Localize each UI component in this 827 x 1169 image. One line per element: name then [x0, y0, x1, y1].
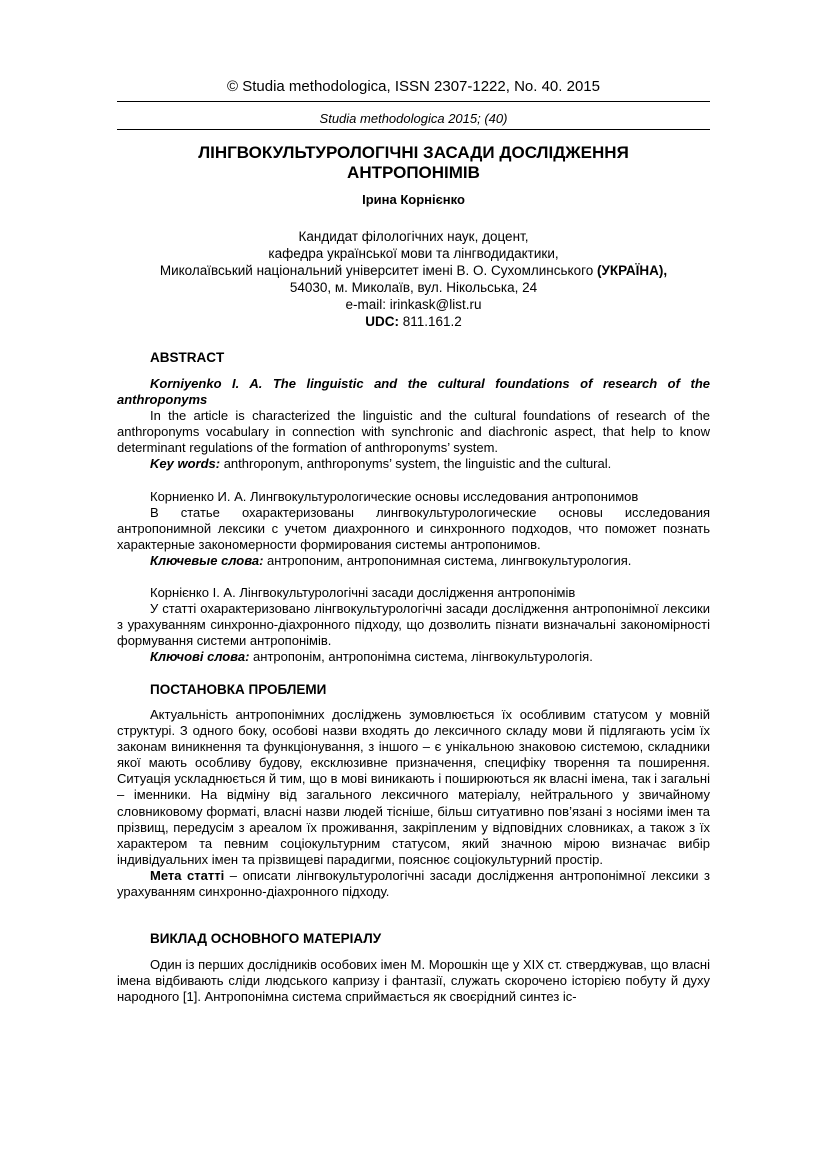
abstract-heading: ABSTRACT [150, 350, 225, 365]
udc-label: UDC: [365, 314, 399, 329]
email-line: e-mail: irinkask@list.ru [345, 297, 482, 312]
university-name: Миколаївський національний університет імені В. О. Сухомлинського [159, 263, 597, 278]
udc-line [0, 313, 827, 330]
author-name: Ірина Корнієнко [362, 192, 465, 207]
section-problem-body [117, 707, 710, 900]
journal-line: Studia methodologica 2015; (40) [319, 111, 508, 126]
affiliation [0, 228, 827, 330]
abstract-uk-title: Корнієнко І. А. Лінгвокультурологічні засади дослідження антропонімів [150, 585, 576, 600]
affiliation-line-1: Кандидат філологічних наук, доцент, [298, 229, 529, 244]
header-rule-top [117, 101, 710, 102]
aim-label: Мета статті [150, 867, 225, 883]
problem-paragraph: Актуальність антропонімних досліджень зумовлюється їх особливим статусом у мовній структурі. З одного боку, особові назви входять до лексичного складу мови й підлягають усім їх законам виникнення та функціонування, з іншого – є унікальною знаковою системою, складники якої мають особливу будову, ексклюзивне призначення, специфіку творення та поширення. Ситуація ускладнюється й тим, що в мові виникають і поширюються як власні імена, так і загальні – іменники. На відміну від загального лексичного матеріалу, нейтрального у звичайному словниковому форматі, власні назви людей тісніше, більш ситуативно пов’язані з носіями імен та прізвищ, передусім з ареалом їх проживання, закріпленим у відповідних словниках, а також з їх характером та певним соціокультурним статусом, який значною мірою визначає вибір індивідуальних імен та прізвищеві парадигми, пояснює соціокультурний простір. [117, 707, 710, 867]
aim-text: – описати лінгвокультурологічні засади дослідження антропонімної лексики з урахуванням синхронно-діахронного підходу. [117, 867, 710, 900]
copyright-line: © Studia methodologica, ISSN 2307-1222, No. 40. 2015 [227, 78, 600, 95]
abstract-ru-title: Корниенко И. А. Лингвокультурологические основы исследования антропонимов [150, 489, 639, 504]
article-title-line-2: АНТРОПОНІМІВ [347, 163, 480, 182]
uk-keywords-text: антропонім, антропонімна система, лінгвокультурологія. [249, 649, 593, 665]
en-keywords-label: Key words: [150, 456, 221, 472]
en-keywords-text: anthroponym, anthroponyms’ system, the linguistic and the cultural. [220, 456, 612, 472]
abstract-russian [117, 489, 710, 569]
uk-keywords-label: Ключові слова: [150, 649, 250, 665]
abstract-uk-keywords [117, 649, 710, 665]
header-rule-bottom [117, 129, 710, 130]
section-heading-main: ВИКЛАД ОСНОВНОГО МАТЕРІАЛУ [150, 931, 382, 946]
abstract-english [117, 376, 710, 473]
udc-value: 811.161.2 [398, 314, 462, 329]
ru-keywords-text: антропоним, антропонимная система, лингвокультурология. [263, 553, 632, 569]
abstract-ru-keywords [117, 553, 710, 569]
affiliation-line-3 [0, 262, 827, 279]
abstract-ru-text: В статье охарактеризованы лингвокультурологические основы исследования антропонимной лексики с учетом диахронного и синхронного подходов, что поможет познать характерные закономерности формирования системы антропонимов. [117, 505, 710, 553]
main-paragraph: Один із перших дослідників особових імен М. Морошкін ще у XIX ст. стверджував, що власні імена відбивають сліди людського капризу і фантазії, служать скорочено історією побуту й духу народного [1]. Антропонімна система сприймається як своєрідний синтез іс- [117, 957, 710, 1005]
abstract-ukrainian [117, 585, 710, 665]
article-title-line-1: ЛІНГВОКУЛЬТУРОЛОГІЧНІ ЗАСАДИ ДОСЛІДЖЕННЯ [198, 143, 629, 162]
ru-keywords-label: Ключевые слова: [150, 553, 264, 569]
country-name: (УКРАЇНА), [596, 263, 668, 278]
affiliation-line-4: 54030, м. Миколаїв, вул. Нікольська, 24 [289, 280, 538, 295]
abstract-en-keywords [117, 456, 710, 472]
abstract-en-text: In the article is characterized the linguistic and the cultural foundations of research of the anthroponyms vocabulary in connection with synchronic and diachronic aspect, that help to know determinant regulations of the formation of anthroponyms’ system. [117, 408, 710, 456]
section-heading-problem: ПОСТАНОВКА ПРОБЛЕМИ [150, 682, 327, 697]
abstract-uk-text: У статті охарактеризовано лінгвокультурологічні засади дослідження антропонімної лексики з урахуванням синхронно-діахронного підходу, що дозволить пізнати визначальні закономірності формування системи антропонімів. [117, 601, 710, 649]
article-title [117, 143, 710, 183]
aim-paragraph [117, 868, 710, 900]
section-main-body [117, 957, 710, 1005]
abstract-en-title: Korniyenko I. A. The linguistic and the cultural foundations of research of the anthroponyms [117, 376, 710, 408]
affiliation-line-2: кафедра української мови та лінгводидактики, [268, 246, 559, 261]
